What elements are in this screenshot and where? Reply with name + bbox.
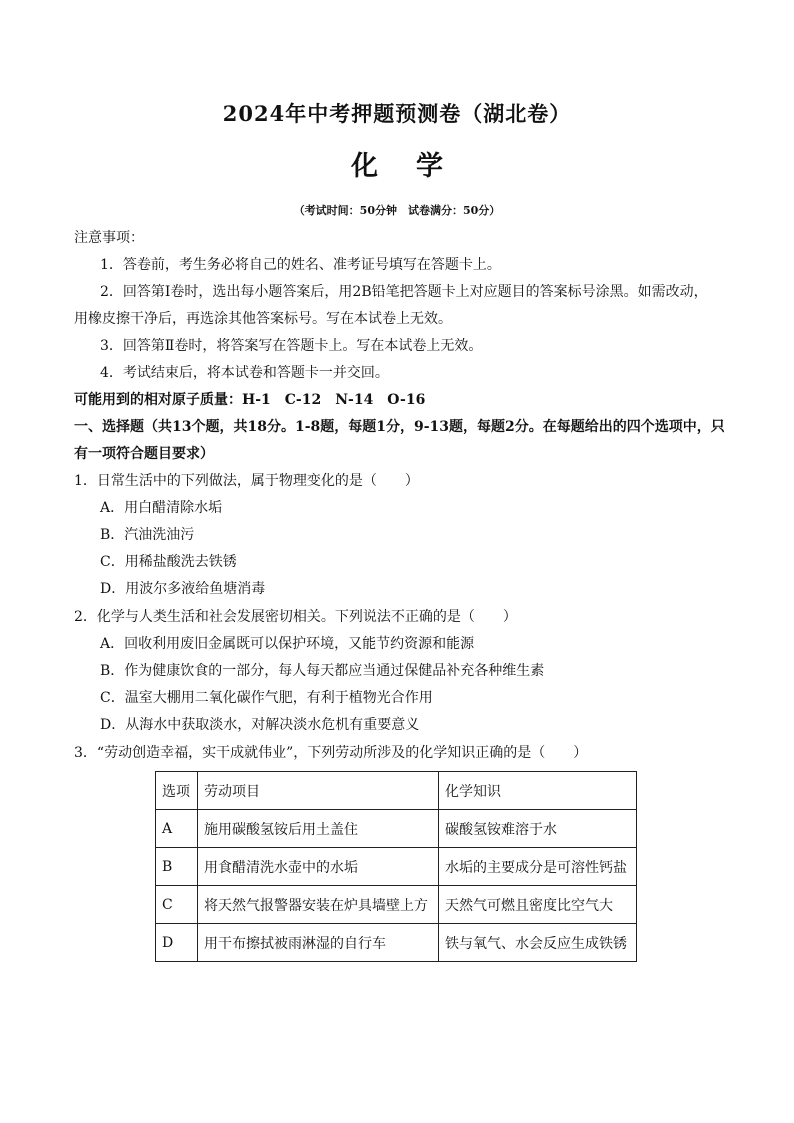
table-cell: A: [156, 810, 198, 848]
exam-title: 2024年中考押题预测卷（湖北卷）: [222, 101, 572, 126]
table-cell: 用食醋清洗水壶中的水垢: [198, 848, 439, 886]
table-cell: C: [156, 886, 198, 924]
table-header-row: [156, 772, 637, 810]
question-stem: 1．日常生活中的下列做法，属于物理变化的是（ ）: [74, 473, 419, 489]
section-heading-cont: 有一项符合题目要求）: [74, 446, 214, 462]
table-cell: 铁与氧气、水会反应生成铁锈: [439, 924, 637, 962]
exam-subject: 化学: [351, 151, 481, 182]
exam-meta: （考试时间：50分钟 试卷满分：50分）: [293, 204, 501, 217]
note-item: 4．考试结束后，将本试卷和答题卡一并交回。: [100, 365, 389, 381]
option-a: A．用白醋清除水垢: [100, 500, 223, 516]
table-row: [156, 810, 637, 848]
table-cell: 将天然气报警器安装在炉具墙壁上方: [198, 886, 439, 924]
question-stem: 3．“劳动创造幸福，实干成就伟业”，下列劳动所涉及的化学知识正确的是（ ）: [74, 745, 588, 761]
option-b: B．作为健康饮食的一部分，每人每天都应当通过保健品补充各种维生素: [100, 663, 545, 679]
table-header-cell: 劳动项目: [198, 772, 439, 810]
table-row: [156, 886, 637, 924]
option-d: D．用波尔多液给鱼塘消毒: [100, 581, 266, 597]
option-c: C．用稀盐酸洗去铁锈: [100, 554, 237, 570]
table-cell: 碳酸氢铵难溶于水: [439, 810, 637, 848]
table-header-cell: 化学知识: [439, 772, 637, 810]
option-a: A．回收利用废旧金属既可以保护环境，又能节约资源和能源: [100, 636, 475, 652]
table-cell: 水垢的主要成分是可溶性钙盐: [439, 848, 637, 886]
table-cell: D: [156, 924, 198, 962]
question-stem: 2．化学与人类生活和社会发展密切相关。下列说法不正确的是（ ）: [74, 609, 517, 625]
section-heading: 一、选择题（共13个题，共18分。1-8题，每题1分，9-13题，每题2分。在每题给出的四个选项中，只: [74, 419, 725, 435]
table-cell: B: [156, 848, 198, 886]
notes-heading: 注意事项：: [74, 230, 144, 246]
note-item: 2．回答第Ⅰ卷时，选出每小题答案后，用2B铅笔把答题卡上对应题目的答案标号涂黑。如需改动，: [100, 284, 708, 300]
option-d: D．从海水中获取淡水，对解决淡水危机有重要意义: [100, 717, 420, 733]
table-header-cell: 选项: [156, 772, 198, 810]
note-item: 3．回答第Ⅱ卷时，将答案写在答题卡上。写在本试卷上无效。: [100, 338, 483, 354]
note-item: 1．答卷前，考生务必将自己的姓名、准考证号填写在答题卡上。: [100, 257, 501, 273]
table-row: [156, 848, 637, 886]
table-cell: 施用碳酸氢铵后用土盖住: [198, 810, 439, 848]
table-row: [156, 924, 637, 962]
note-item: 用橡皮擦干净后，再选涂其他答案标号。写在本试卷上无效。: [74, 311, 452, 327]
option-b: B．汽油洗油污: [100, 527, 195, 543]
table-cell: 天然气可燃且密度比空气大: [439, 886, 637, 924]
question-3-table: [155, 771, 637, 962]
atomic-masses: 可能用到的相对原子质量：H-1 C-12 N-14 O-16: [74, 392, 426, 408]
option-c: C．温室大棚用二氧化碳作气肥，有利于植物光合作用: [100, 690, 433, 706]
table-cell: 用干布擦拭被雨淋湿的自行车: [198, 924, 439, 962]
